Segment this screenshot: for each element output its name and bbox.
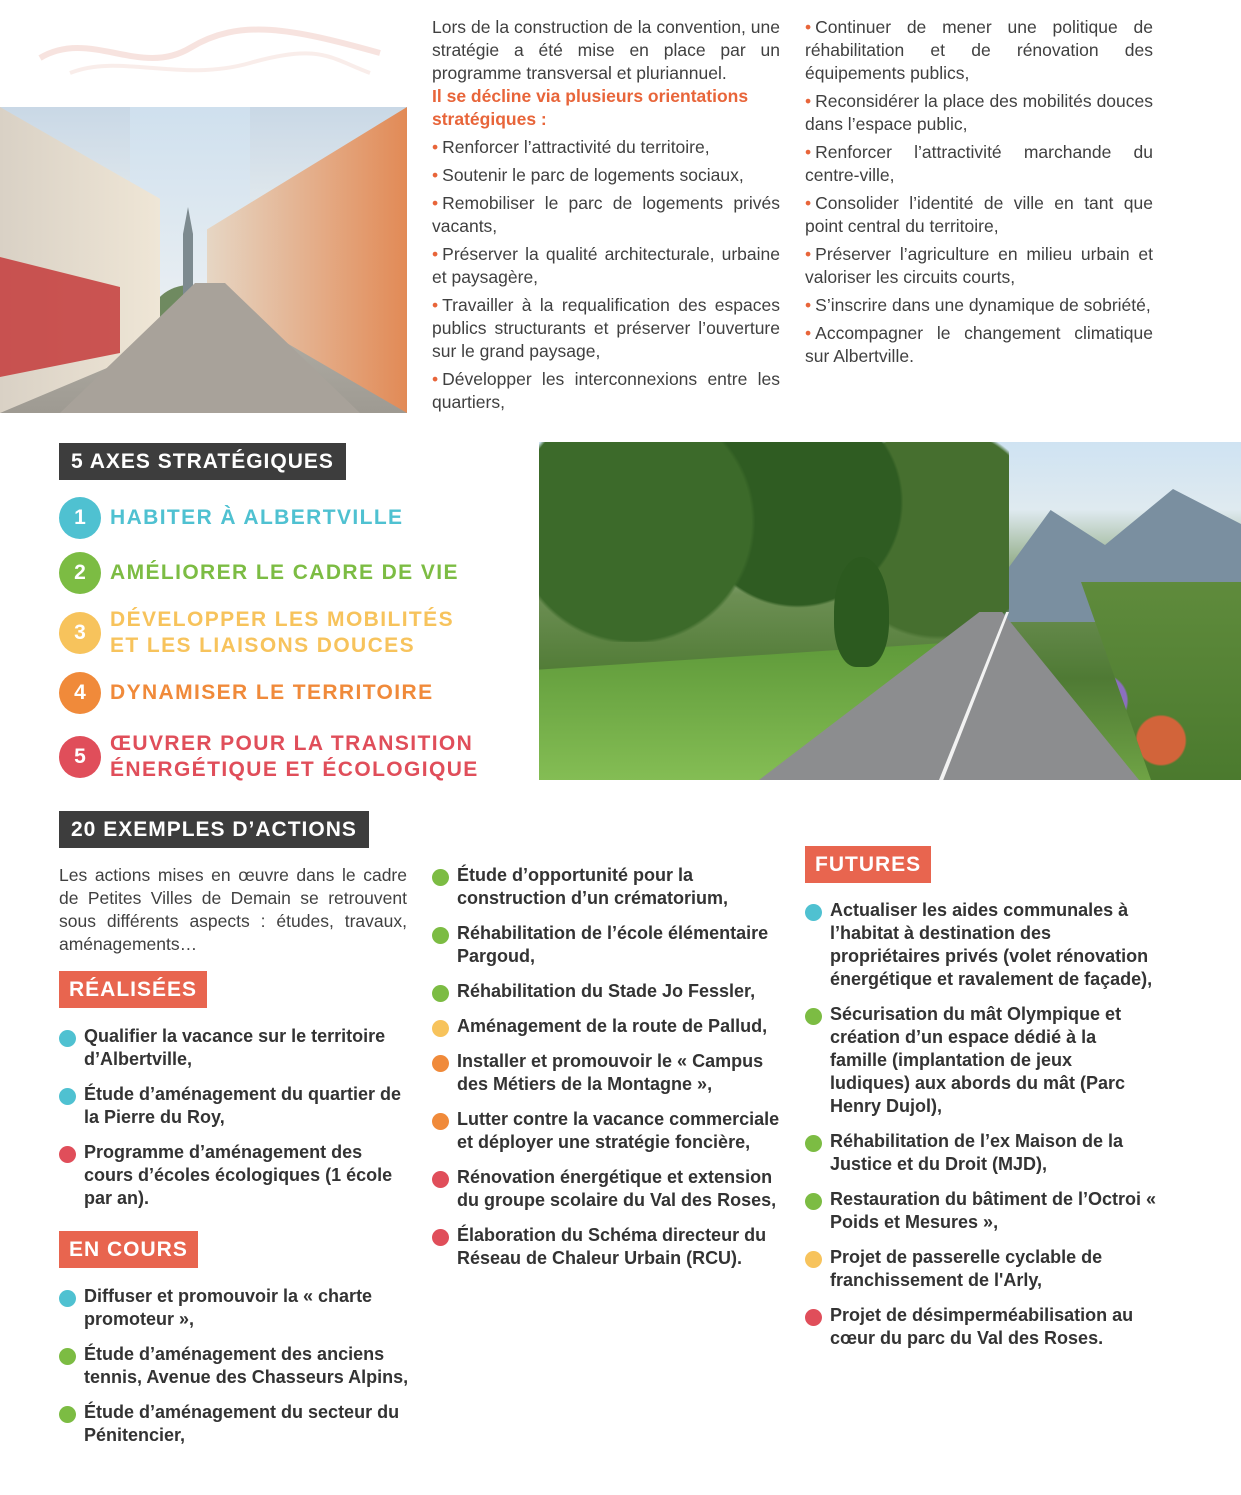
action-item (805, 1188, 1157, 1234)
bullet-dot-icon (59, 1146, 76, 1163)
action-text: Installer et promouvoir le « Campus des Métiers de la Montagne », (457, 1051, 764, 1094)
bullet-dot-icon (805, 1135, 822, 1152)
action-text: Élaboration du Schéma directeur du Réseau de Chaleur Urbain (RCU). (457, 1225, 767, 1268)
action-item (805, 1003, 1157, 1118)
action-text: Étude d’aménagement du secteur du Pénitencier, (84, 1402, 400, 1445)
actions-heading: 20 EXEMPLES D’ACTIONS (59, 811, 369, 848)
action-item (432, 1166, 784, 1212)
intro-column (432, 16, 780, 414)
bullet-icon: • (805, 17, 812, 37)
axis-label (110, 505, 403, 531)
bullet-dot-icon (432, 1171, 449, 1188)
action-item (59, 1343, 409, 1389)
axis-label-line: ET LES LIAISONS DOUCES (110, 634, 415, 657)
action-text: Étude d’aménagement du quartier de la Pierre du Roy, (84, 1084, 402, 1127)
orientation-item (805, 322, 1153, 368)
axis-label-line: ÉNERGÉTIQUE ET ÉCOLOGIQUE (110, 758, 479, 781)
action-text: Étude d’opportunité pour la construction d’un crématorium, (457, 865, 729, 908)
bullet-icon: • (432, 165, 439, 185)
bullet-dot-icon (432, 927, 449, 944)
orientation-text: Travailler à la requalification des espaces publics structurants et préserver l’ouverture sur le grand paysage, (432, 295, 780, 361)
futures-list (805, 899, 1157, 1362)
action-text: Lutter contre la vacance commerciale et déployer une stratégie foncière, (457, 1109, 780, 1152)
action-item (432, 1108, 784, 1154)
bullet-dot-icon (432, 1229, 449, 1246)
orientation-item (805, 141, 1153, 187)
orientation-item (432, 243, 780, 289)
bullet-dot-icon (805, 904, 822, 921)
bullet-icon: • (805, 193, 812, 213)
axis-label-line: ŒUVRER POUR LA TRANSITION (110, 732, 474, 755)
axis-label (110, 680, 434, 706)
realisees-tag: RÉALISÉES (59, 971, 207, 1008)
action-item (59, 1025, 409, 1071)
orientation-item (432, 136, 780, 159)
orientations-column-right (805, 16, 1153, 368)
action-text: Projet de passerelle cyclable de franchissement de l'Arly, (830, 1247, 1103, 1290)
orientation-text: Renforcer l’attractivité du territoire, (442, 137, 710, 157)
axis-number-badge: 4 (59, 672, 101, 714)
orientation-text: Consolider l’identité de ville en tant que point central du territoire, (805, 193, 1153, 236)
action-item (59, 1401, 409, 1447)
axis-item-1 (59, 497, 403, 539)
park-cycle-path-photo (539, 442, 1241, 780)
action-text: Projet de désimperméabilisation au cœur du parc du Val des Roses. (830, 1305, 1134, 1348)
orientation-text: Renforcer l’attractivité marchande du centre-ville, (805, 142, 1153, 185)
action-text: Qualifier la vacance sur le territoire d’Albertville, (84, 1026, 386, 1069)
action-text: Programme d’aménagement des cours d’écoles écologiques (1 école par an). (84, 1142, 393, 1208)
orientation-text: Préserver la qualité architecturale, urbaine et paysagère, (432, 244, 780, 287)
action-item (59, 1285, 409, 1331)
action-text: Réhabilitation de l’ex Maison de la Justice et du Droit (MJD), (830, 1131, 1124, 1174)
bullet-dot-icon (432, 985, 449, 1002)
bullet-dot-icon (432, 1055, 449, 1072)
axis-item-5 (59, 731, 479, 783)
orientation-item (805, 243, 1153, 289)
axes-heading: 5 AXES STRATÉGIQUES (59, 443, 346, 480)
realisees-list (59, 1025, 409, 1222)
axis-label-line: DYNAMISER LE TERRITOIRE (110, 681, 434, 704)
axis-number-badge: 2 (59, 552, 101, 594)
bullet-icon: • (432, 244, 439, 264)
faded-logo-graphic (30, 18, 390, 88)
en-cours-tag: EN COURS (59, 1231, 198, 1268)
intro-paragraph: Lors de la construction de la convention, une stratégie a été mise en place par un programme transversal et pluriannuel. (432, 17, 780, 83)
intro-highlight: Il se décline via plusieurs orientations stratégiques : (432, 86, 749, 129)
axis-number-badge: 5 (59, 736, 101, 778)
orientations-list-left (432, 136, 780, 414)
action-text: Étude d’aménagement des anciens tennis, Avenue des Chasseurs Alpins, (84, 1344, 409, 1387)
axis-label (110, 731, 479, 783)
action-text: Réhabilitation de l’école élémentaire Pargoud, (457, 923, 769, 966)
orientation-text: S’inscrire dans une dynamique de sobriété, (815, 295, 1151, 315)
bullet-icon: • (432, 295, 439, 315)
axis-item-2 (59, 552, 459, 594)
bullet-icon: • (805, 142, 812, 162)
en-cours-list-continued (432, 864, 784, 1282)
action-item (59, 1083, 409, 1129)
action-item (805, 899, 1157, 991)
action-item (59, 1141, 409, 1210)
bullet-dot-icon (59, 1290, 76, 1307)
orientation-text: Reconsidérer la place des mobilités douces dans l’espace public, (805, 91, 1153, 134)
orientation-text: Soutenir le parc de logements sociaux, (442, 165, 744, 185)
bullet-icon: • (432, 193, 439, 213)
bullet-dot-icon (432, 1113, 449, 1130)
futures-tag: FUTURES (805, 846, 931, 883)
bullet-dot-icon (59, 1088, 76, 1105)
orientation-item (805, 192, 1153, 238)
bullet-dot-icon (432, 869, 449, 886)
action-text: Restauration du bâtiment de l’Octroi « Poids et Mesures », (830, 1189, 1157, 1232)
bullet-dot-icon (805, 1251, 822, 1268)
bullet-icon: • (805, 323, 812, 343)
orientation-item (432, 294, 780, 363)
axis-number-badge: 3 (59, 612, 101, 654)
axis-number-badge: 1 (59, 497, 101, 539)
en-cours-list (59, 1285, 409, 1459)
axis-label-line: AMÉLIORER LE CADRE DE VIE (110, 561, 459, 584)
bullet-dot-icon (59, 1030, 76, 1047)
action-item (805, 1304, 1157, 1350)
orientation-text: Remobiliser le parc de logements privés vacants, (432, 193, 780, 236)
bullet-dot-icon (432, 1020, 449, 1037)
orientation-item (432, 164, 780, 187)
orientation-text: Développer les interconnexions entre les quartiers, (432, 369, 780, 412)
action-text: Réhabilitation du Stade Jo Fessler, (457, 981, 756, 1001)
action-item (805, 1246, 1157, 1292)
action-item (432, 1015, 784, 1038)
bullet-icon: • (805, 91, 812, 111)
orientations-list-right (805, 16, 1153, 368)
bullet-dot-icon (59, 1406, 76, 1423)
action-text: Rénovation énergétique et extension du groupe scolaire du Val des Roses, (457, 1167, 777, 1210)
orientation-item (805, 90, 1153, 136)
bullet-dot-icon (59, 1348, 76, 1365)
action-item (432, 1224, 784, 1270)
action-text: Actualiser les aides communales à l’habitat à destination des propriétaires privés (volet rénovation énergétique et ravalement de façade), (830, 900, 1153, 989)
bullet-icon: • (432, 369, 439, 389)
bullet-icon: • (432, 137, 439, 157)
bullet-icon: • (805, 295, 812, 315)
actions-intro: Les actions mises en œuvre dans le cadre de Petites Villes de Demain se retrouvent sous différents aspects : études, travaux, aménagements… (59, 865, 407, 954)
street-photo (0, 107, 407, 413)
orientation-text: Préserver l’agriculture en milieu urbain et valoriser les circuits courts, (805, 244, 1153, 287)
action-item (432, 980, 784, 1003)
action-item (432, 922, 784, 968)
axis-item-3 (59, 607, 454, 659)
bullet-dot-icon (805, 1008, 822, 1025)
orientation-item (432, 368, 780, 414)
action-item (432, 864, 784, 910)
axis-label (110, 560, 459, 586)
action-text: Sécurisation du mât Olympique et création d’un espace dédié à la famille (implantation de jeux ludiques) aux abords du mât (Parc Henry Dujol), (830, 1004, 1126, 1116)
action-item (805, 1130, 1157, 1176)
orientation-text: Accompagner le changement climatique sur Albertville. (805, 323, 1153, 366)
orientation-item (432, 192, 780, 238)
bullet-icon: • (805, 244, 812, 264)
orientation-text: Continuer de mener une politique de réhabilitation et de rénovation des équipements publics, (805, 17, 1153, 83)
action-item (432, 1050, 784, 1096)
orientation-item (805, 16, 1153, 85)
bullet-dot-icon (805, 1309, 822, 1326)
action-text: Diffuser et promouvoir la « charte promoteur », (84, 1286, 373, 1329)
axis-label-line: HABITER À ALBERTVILLE (110, 506, 404, 529)
orientation-item (805, 294, 1153, 317)
axis-item-4 (59, 672, 434, 714)
axis-label-line: DÉVELOPPER LES MOBILITÉS (110, 608, 454, 631)
action-text: Aménagement de la route de Pallud, (457, 1016, 768, 1036)
axis-label (110, 607, 454, 659)
bullet-dot-icon (805, 1193, 822, 1210)
